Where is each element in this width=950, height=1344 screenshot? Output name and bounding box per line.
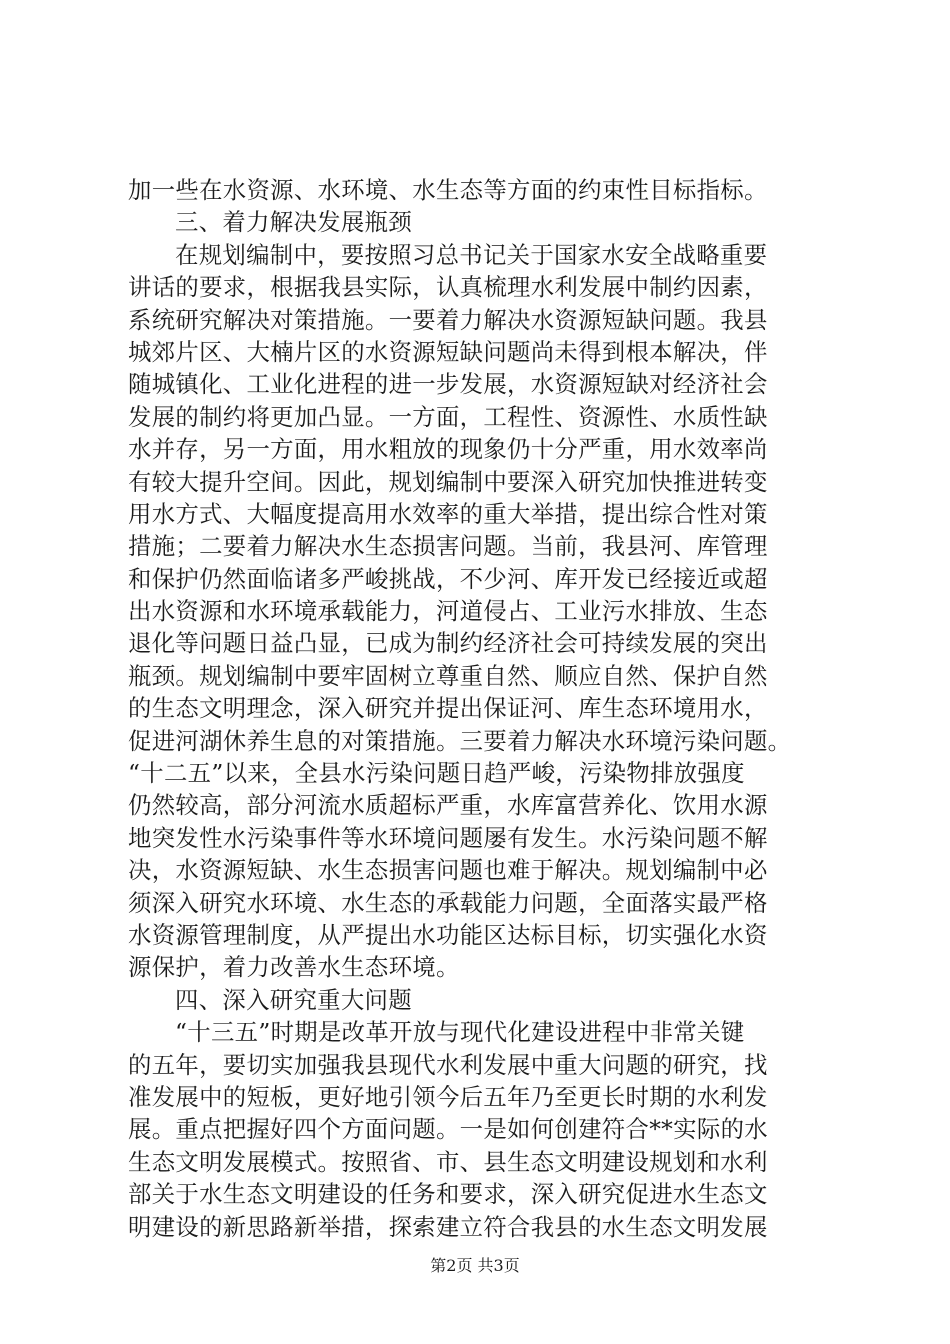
- document-body: [128, 174, 834, 1243]
- text-line: 讲话的要求，根据我县实际，认真梳理水利发展中制约因素，: [128, 273, 768, 302]
- text-line: 在规划编制中，要按照习总书记关于国家水安全战略重要: [175, 240, 768, 269]
- text-line: 的五年，要切实加强我县现代水利发展中重大问题的研究，找: [128, 1050, 768, 1079]
- text-line: 促进河湖休养生息的对策措施。三要着力解决水环境污染问题。: [128, 726, 792, 755]
- text-line: 仍然较高，部分河流水质超标严重，水库富营养化、饮用水源: [128, 791, 768, 820]
- text-line: 和保护仍然面临诸多严峻挑战，不少河、库开发已经接近或超: [128, 564, 768, 593]
- text-line: 的生态文明理念，深入研究并提出保证河、库生态环境用水，: [128, 694, 768, 723]
- text-line: 明建设的新思路新举措，探索建立符合我县的水生态文明发展: [128, 1212, 768, 1241]
- text-line: 退化等问题日益凸显，已成为制约经济社会可持续发展的突出: [128, 629, 768, 658]
- text-line: 地突发性水污染事件等水环境问题屡有发生。水污染问题不解: [128, 823, 768, 852]
- text-line: 发展的制约将更加凸显。一方面，工程性、资源性、水质性缺: [128, 402, 768, 431]
- page-number-footer: 第2页 共3页: [430, 1256, 520, 1275]
- text-line: 准发展中的短板，更好地引领今后五年乃至更长时期的水利发: [128, 1082, 768, 1111]
- section-heading: 四、深入研究重大问题: [175, 985, 412, 1014]
- text-line: 展。重点把握好四个方面问题。一是如何创建符合**实际的水: [128, 1115, 768, 1144]
- text-line: 部关于水生态文明建设的任务和要求，深入研究促进水生态文: [128, 1180, 768, 1209]
- text-line: 用水方式、大幅度提高用水效率的重大举措，提出综合性对策: [128, 499, 768, 528]
- text-line: 水资源管理制度，从严提出水功能区达标目标，切实强化水资: [128, 920, 768, 949]
- text-line: 源保护，着力改善水生态环境。: [128, 953, 460, 982]
- text-line: 生态文明发展模式。按照省、市、县生态文明建设规划和水利: [128, 1147, 768, 1176]
- text-line: “十三五”时期是改革开放与现代化建设进程中非常关键: [175, 1018, 745, 1047]
- text-line: 系统研究解决对策措施。一要着力解决水资源短缺问题。我县: [128, 305, 768, 334]
- text-line: 决，水资源短缺、水生态损害问题也难于解决。规划编制中必: [128, 856, 768, 885]
- text-line: 措施；二要着力解决水生态损害问题。当前，我县河、库管理: [128, 532, 768, 561]
- text-line: 有较大提升空间。因此，规划编制中要深入研究加快推进转变: [128, 467, 768, 496]
- text-line: “十二五”以来，全县水污染问题日趋严峻，污染物排放强度: [128, 759, 745, 788]
- text-line: 城郊片区、大楠片区的水资源短缺问题尚未得到根本解决，伴: [128, 337, 768, 366]
- text-line: 随城镇化、工业化进程的进一步发展，水资源短缺对经济社会: [128, 370, 768, 399]
- text-line: 水并存，另一方面，用水粗放的现象仍十分严重，用水效率尚: [128, 435, 768, 464]
- text-line: 须深入研究水环境、水生态的承载能力问题，全面落实最严格: [128, 888, 768, 917]
- text-line: 出水资源和水环境承载能力，河道侵占、工业污水排放、生态: [128, 597, 768, 626]
- text-line: 加一些在水资源、水环境、水生态等方面的约束性目标指标。: [128, 176, 768, 204]
- text-line: 瓶颈。规划编制中要牢固树立尊重自然、顺应自然、保护自然: [128, 661, 768, 690]
- section-heading: 三、着力解决发展瓶颈: [175, 208, 412, 237]
